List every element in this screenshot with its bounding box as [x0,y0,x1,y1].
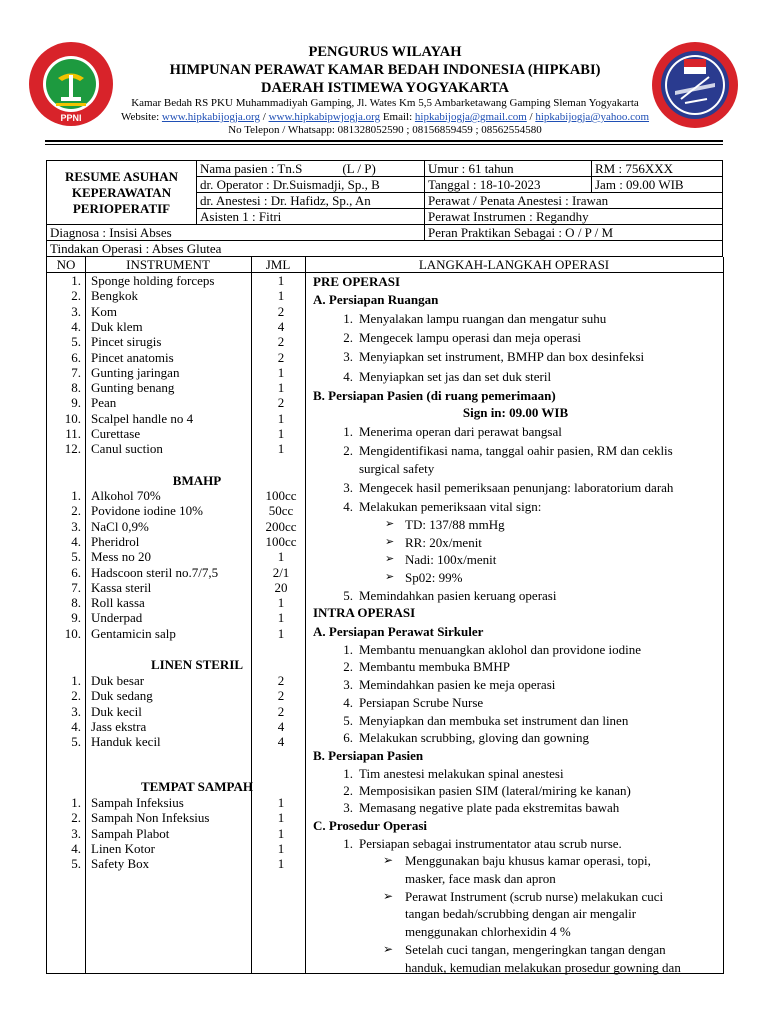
step-item [313,273,400,290]
bmhp-title: BMAHP [172,473,222,488]
step-number: 4. [343,499,353,514]
time: Jam : 09.00 WIB [592,177,723,193]
step-item [313,404,718,421]
info-table [46,160,723,257]
instruments-qty: 4 [277,318,285,334]
instruments-no: 9. [71,395,81,411]
step-item [313,623,483,640]
header-rule-thin [45,144,723,145]
step-number: 3. [343,800,353,815]
step-text: Menerima operan dari perawat bangsal [359,424,562,439]
date: Tanggal : 18-10-2023 [425,177,592,193]
step-item [313,291,438,308]
step-text: Sign in: 09.00 WIB [462,405,569,420]
step-number: 1. [343,642,353,657]
step-text: B. Persiapan Pasien (di ruang pemerimaan) [313,388,556,403]
bmhp-name: Hadscoon steril no.7/7,5 [91,564,219,580]
bmhp-name: Pheridrol [91,533,140,549]
operator: dr. Operator : Dr.Suismadji, Sp., B [197,177,425,193]
resume-title: RESUME ASUHAN KEPERAWATAN PERIOPERATIF [47,161,197,225]
step-text: Melakukan scrubbing, gloving dan gowning [359,730,589,745]
assistant: Asisten 1 : Fitri [197,209,425,225]
step-number: 5. [343,713,353,728]
website-link-1[interactable]: www.hipkabijogja.org [161,111,260,123]
header-rule [45,140,723,142]
instruments-row [47,380,311,395]
step-text: menggunakan chlorhexidin 4 % [405,924,571,939]
step-item [343,329,581,346]
instruments-qty: 1 [277,426,285,441]
trash-name: Sampah Plabot [91,825,170,841]
step-number: 3. [343,677,353,692]
step-item [359,460,434,477]
step-item [385,569,463,586]
instruments-row [47,334,311,349]
linen-name: Duk sedang [91,688,153,704]
linen-row [47,719,311,734]
bmhp-no: 5. [71,549,81,565]
trash-row [47,795,311,810]
bmhp-name: Povidone iodine 10% [91,503,203,519]
step-text: Membantu menuangkan aklohol dan providone iodine [359,642,641,657]
bmhp-qty: 200cc [265,518,297,534]
instruments-name: Curettase [91,426,141,441]
trash-name: Linen Kotor [91,840,155,856]
step-item [313,387,556,404]
step-text: Perawat Instrument (scrub nurse) melakukan cuci [405,889,664,904]
instruments-no: 8. [71,380,81,396]
step-item [313,817,427,834]
bmhp-qty: 1 [277,595,285,611]
instruments-row [47,365,311,380]
trash-qty: 1 [277,840,285,856]
step-text: PRE OPERASI [313,274,401,289]
bmhp-name: Alkohol 70% [91,488,161,503]
bmhp-row [47,549,311,564]
trash-row [47,856,311,871]
instruments-no: 1. [71,273,81,288]
step-text: Melakukan pemeriksaan vital sign: [359,499,542,514]
anesthesia-nurse: Perawat / Penata Anestesi : Irawan [425,193,723,209]
instruments-name: Bengkok [91,288,138,304]
arrow-bullet-icon: ➢ [385,553,395,565]
linen-no: 2. [71,688,81,704]
instruments-no: 6. [71,349,81,365]
instruments-row [47,441,311,456]
instruments-qty: 1 [277,364,285,380]
bmhp-no: 9. [71,610,81,626]
bmhp-name: Underpad [91,610,143,626]
instruments-name: Canul suction [91,441,163,457]
instruments-no: 3. [71,303,81,319]
instruments-name: Sponge holding forceps [91,273,215,288]
org-address: Kamar Bedah RS PKU Muhammadiyah Gamping, Jl. Wates Km 5,5 Ambarketawang Gamping Sleman Yogyakarta [131,97,639,109]
bmhp-qty: 2/1 [272,564,290,580]
linen-no: 4. [71,718,81,734]
step-text: surgical safety [359,461,435,476]
step-item [343,658,510,675]
step-text: Memposisikan pasien SIM (lateral/miring ke kanan) [359,783,631,798]
col-no: NO [56,257,76,272]
step-item [385,534,482,551]
step-number: 1. [343,311,353,326]
step-text: Menyiapkan set instrument, BMHP dan box desinfeksi [359,349,645,364]
instruments-no: 10. [64,410,81,426]
linen-name: Jass ekstra [91,718,147,734]
instruments-name: Gunting jaringan [91,364,180,380]
step-number: 2. [343,330,353,345]
step-text: Memasang negative plate pada ekstremitas bawah [359,800,620,815]
step-item [405,870,556,887]
arrow-bullet-icon: ➢ [383,889,394,903]
bmhp-no: 1. [71,488,81,503]
bmhp-name: Roll kassa [91,595,145,611]
step-number: 5. [343,588,353,603]
trash-no: 3. [71,825,81,841]
trash-name: Sampah Non Infeksius [91,810,210,826]
linen-row [47,704,311,719]
step-item [383,941,666,958]
instruments-name: Kom [91,303,117,319]
bmhp-no: 8. [71,595,81,611]
step-text: Memindahkan pasien keruang operasi [359,588,557,603]
linen-no: 3. [71,703,81,719]
bmhp-no: 2. [71,503,81,519]
step-item [313,604,415,621]
step-text: Nadi: 100x/menit [405,552,497,567]
step-item [343,835,622,852]
svg-text:PPNI: PPNI [60,113,82,123]
instruments-qty: 2 [277,334,285,350]
org-phone: No Telepon / Whatsapp: 081328052590 ; 08156859459 ; 08562554580 [228,124,542,136]
instruments-row [47,426,311,441]
instruments-no: 5. [71,334,81,350]
bmhp-row [47,534,311,549]
bmhp-row [47,565,311,580]
trash-name: Safety Box [91,856,150,872]
step-text: Menggunakan baju khusus kamar operasi, topi, [405,853,651,868]
trash-qty: 1 [277,856,285,872]
trash-qty: 1 [277,795,285,810]
linen-qty: 4 [277,718,285,734]
bmhp-no: 7. [71,579,81,595]
linen-row [47,734,311,749]
linen-row [47,673,311,688]
instruments-qty: 1 [277,410,285,426]
step-text: Persiapan Scrube Nurse [359,695,484,710]
arrow-bullet-icon: ➢ [385,536,395,548]
instruments-row [47,288,311,303]
instruments-qty: 2 [277,349,285,365]
step-item [343,479,674,496]
step-text: Tim anestesi melakukan spinal anestesi [359,766,564,781]
bmhp-qty: 50cc [268,503,294,519]
instruments-row [47,304,311,319]
bmhp-row [47,519,311,534]
instruments-name: Gunting benang [91,380,175,396]
step-item [343,310,607,327]
step-item [343,368,552,385]
bmhp-name: NaCl 0,9% [91,518,149,534]
instruments-name: Pincet anatomis [91,349,174,365]
linen-qty: 4 [277,734,285,750]
instruments-qty: 1 [277,288,285,304]
trash-name: Sampah Infeksius [91,795,184,810]
step-text: Menyiapkan dan membuka set instrument dan linen [359,713,629,728]
trash-row [47,826,311,841]
step-text: Mengidentifikasi nama, tanggal oahir pasien, RM dan ceklis [359,443,673,458]
instruments-no: 12. [64,441,81,457]
linen-qty: 2 [277,703,285,719]
trash-no: 2. [71,810,81,826]
trash-row [47,841,311,856]
step-text: A. Persiapan Ruangan [313,292,439,307]
step-text: Menyalakan lampu ruangan dan mengatur suhu [359,311,607,326]
linen-name: Duk besar [91,673,145,688]
org-name: HIMPUNAN PERAWAT KAMAR BEDAH INDONESIA (HIPKABI) [169,62,601,78]
step-text: A. Persiapan Perawat Sirkuler [313,624,484,639]
bmhp-qty: 1 [277,610,285,626]
step-item [383,852,651,869]
instrument-nurse: Perawat Instrumen : Regandhy [425,209,723,225]
email-link-2[interactable]: hipkabijogja@yahoo.com [535,111,650,123]
instruments-row [47,319,311,334]
step-text: Memindahkan pasien ke meja operasi [359,677,556,692]
step-text: masker, face mask dan apron [405,871,556,886]
bmhp-row [47,488,311,503]
arrow-bullet-icon: ➢ [385,571,395,583]
trash-title: TEMPAT SAMPAH [140,779,254,794]
instruments-name: Duk klem [91,318,143,334]
step-item [343,676,556,693]
step-item [343,712,629,729]
linen-no: 1. [71,673,81,688]
step-item [343,587,557,604]
instruments-qty: 1 [277,273,285,288]
step-item [405,959,681,976]
step-item [385,551,497,568]
org-title: PENGURUS WILAYAH [308,44,462,60]
bmhp-qty: 1 [277,549,285,565]
step-text: Sp02: 99% [405,570,463,585]
step-item [343,423,562,440]
instruments-name: Pincet sirugis [91,334,162,350]
linen-name: Handuk kecil [91,734,161,750]
step-text: Mengecek hasil pemeriksaan penunjang: laboratorium darah [359,480,674,495]
instruments-qty: 1 [277,441,285,457]
step-number: 1. [343,766,353,781]
arrow-bullet-icon: ➢ [383,853,394,867]
bmhp-row [47,626,311,641]
step-number: 3. [343,349,353,364]
operation-action: Tindakan Operasi : Abses Glutea [47,241,723,257]
step-item [343,641,641,658]
trash-no: 5. [71,856,81,872]
step-item [343,348,645,365]
linen-no: 5. [71,734,81,750]
step-text: C. Prosedur Operasi [313,818,427,833]
instruments-row [47,411,311,426]
linen-row [47,688,311,703]
bmhp-qty: 20 [274,579,288,595]
student-role: Peran Praktikan Sebagai : O / P / M [425,225,723,241]
bmhp-no: 3. [71,518,81,534]
instruments-no: 7. [71,364,81,380]
step-number: 4. [343,369,353,384]
org-contacts: Website: www.hipkabijogja.org / www.hipkabipwjogja.org Email: hipkabijogja@gmail.com / hipkabijogja@yahoo.com [120,111,650,123]
bmhp-qty: 1 [277,625,285,641]
step-number: 2. [343,659,353,674]
patient-rm: RM : 756XXX [592,161,723,177]
bmhp-no: 6. [71,564,81,580]
step-item [343,729,589,746]
step-text: handuk, kemudian melakukan prosedur gowning dan [405,960,681,975]
linen-title: LINEN STERIL [150,657,244,672]
bmhp-no: 10. [64,625,81,641]
step-number: 6. [343,730,353,745]
bmhp-row [47,580,311,595]
arrow-bullet-icon: ➢ [385,518,395,530]
instruments-qty: 2 [277,303,285,319]
linen-qty: 2 [277,673,285,688]
bmhp-name: Mess no 20 [91,549,151,565]
step-text: Setelah cuci tangan, mengeringkan tangan dengan [405,942,666,957]
step-number: 4. [343,695,353,710]
website-link-2[interactable]: www.hipkabipwjogja.org [268,111,381,123]
instruments-no: 2. [71,288,81,304]
bmhp-row [47,610,311,625]
step-number: 1. [343,836,353,851]
linen-qty: 2 [277,688,285,704]
bmhp-name: Gentamicin salp [91,625,176,641]
instruments-row [47,350,311,365]
step-item [343,765,564,782]
patient-name: Nama pasien : Tn.S (L / P) [197,161,425,177]
step-number: 1. [343,424,353,439]
trash-qty: 1 [277,810,285,826]
trash-no: 4. [71,840,81,856]
instruments-row [47,273,311,288]
instruments-no: 4. [71,318,81,334]
step-number: 2. [343,443,353,458]
step-item [343,694,484,711]
step-number: 2. [343,783,353,798]
step-text: Persiapan sebagai instrumentator atau scrub nurse. [359,836,622,851]
bmhp-row [47,595,311,610]
arrow-bullet-icon: ➢ [383,942,394,956]
instruments-row [47,395,311,410]
instruments-no: 11. [65,426,81,441]
step-text: Membantu membuka BMHP [359,659,510,674]
step-item [343,782,631,799]
bmhp-qty: 100cc [265,533,297,549]
step-item [343,498,542,515]
org-region: DAERAH ISTIMEWA YOGYAKARTA [261,80,509,96]
step-text: tangan bedah/scrubbing dengan air mengalir [405,906,637,921]
trash-qty: 1 [277,825,285,841]
step-text: INTRA OPERASI [313,605,416,620]
linen-name: Duk kecil [91,703,142,719]
diagnosis: Diagnosa : Insisi Abses [47,225,425,241]
step-item [385,516,505,533]
step-text: TD: 137/88 mmHg [405,517,505,532]
bmhp-no: 4. [71,533,81,549]
instruments-qty: 2 [277,395,285,411]
step-item [343,799,620,816]
col-steps: LANGKAH-LANGKAH OPERASI [418,257,610,272]
instruments-name: Pean [91,395,117,411]
step-text: RR: 20x/menit [405,535,482,550]
bmhp-row [47,503,311,518]
step-text: B. Persiapan Pasien [313,748,424,763]
step-item [343,442,673,459]
step-text: Mengecek lampu operasi dan meja operasi [359,330,581,345]
step-item [405,923,571,940]
patient-age: Umur : 61 tahun [425,161,592,177]
col-instrument: INSTRUMENT [126,257,210,272]
step-item [383,888,664,905]
step-item [405,905,636,922]
bmhp-qty: 100cc [265,488,297,503]
step-number: 3. [343,480,353,495]
step-text: Menyiapkan set jas dan set duk steril [359,369,552,384]
step-item [313,747,423,764]
instruments-qty: 1 [277,380,285,396]
email-link-1[interactable]: hipkabijogja@gmail.com [414,111,527,123]
col-qty: JML [265,257,291,272]
trash-no: 1. [71,795,81,810]
bmhp-name: Kassa steril [91,579,152,595]
anesthesiologist: dr. Anestesi : Dr. Hafidz, Sp., An [197,193,425,209]
instruments-name: Scalpel handle no 4 [91,410,194,426]
operation-table [46,257,724,974]
trash-row [47,810,311,825]
